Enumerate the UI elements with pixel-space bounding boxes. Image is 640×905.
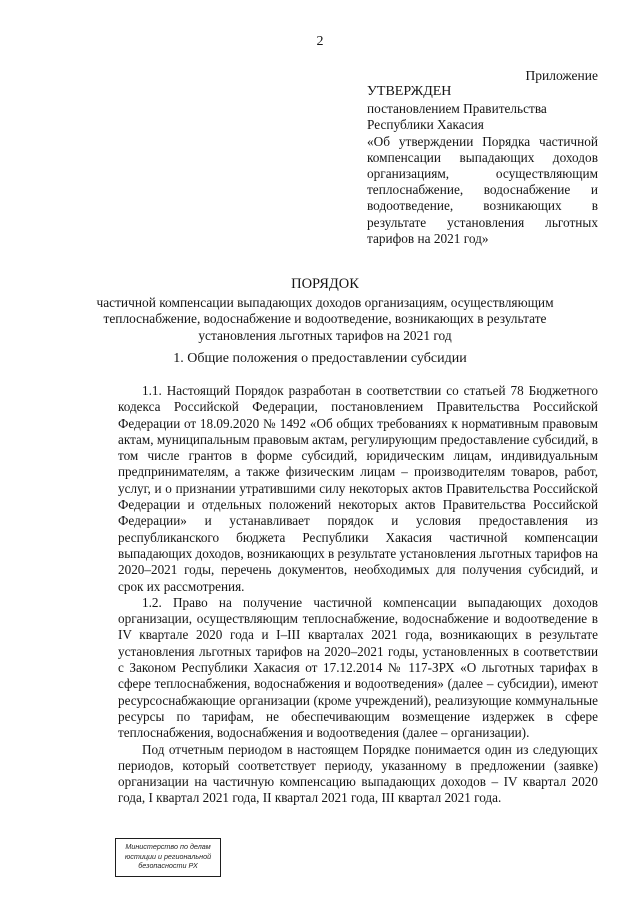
approval-line: Республики Хакасия [367,117,484,133]
approval-line: постановлением Правительства [367,101,547,117]
paragraph-reporting-period: Под отчетным периодом в настоящем Порядке понимается один из следующих периодов, который соответствует периоду, указанному в предложении (заявке) организации на частичную компенсацию выпадающих доходов – IV квартал 2020 года, I квартал 2021 года, II квартал 2021 года, III квартал 2021 года. [118,741,598,806]
page-number: 2 [316,34,324,49]
appendix-label: Приложение [525,68,598,83]
document-subtitle-line: установления льготных тарифов на 2021 год [198,327,452,343]
approved-heading: УТВЕРЖДЕН [367,84,452,99]
document-subtitle-line: частичной компенсации выпадающих доходов организациям, осуществляющим [96,294,554,310]
section-heading: 1. Общие положения о предоставлении субсидии [173,351,467,366]
approval-line: «Об утверждении Порядка частичной [367,133,598,149]
document-title-block [70,276,580,344]
stamp-line: безопасности РХ [138,861,198,870]
approval-line: компенсации выпадающих доходов [367,149,598,165]
paragraph-1-2: 1.2. Право на получение частичной компенсации выпадающих доходов организации, осуществляющим теплоснабжение, водоснабжение и водоотведение в IV квартале 2020 года и I–III кварталах 2021 года, возникающих в результате установления льготных тарифов на 2020–2021 годы, установленных в соответствии с Законом Республики Хакасия от 17.12.2014 № 117-ЗРХ «О льготных тарифах в сфере теплоснабжения, водоснабжения и водоотведения» (далее – субсидии), имеют ресурсоснабжающие организации (кроме учреждений), реализующие коммунальные ресурсы по тарифам, не обеспечивающим возмещение издержек в сфере теплоснабжения, водоснабжения и водоотведения (далее – организации). [118,594,598,741]
document-subtitle-line: теплоснабжение, водоснабжение и водоотведение, возникающих в результате [103,311,547,326]
document-title: ПОРЯДОК [291,276,359,292]
stamp-line: Министерство по делам [125,842,211,851]
document-body [118,383,598,807]
approval-line: организациям, осуществляющим [367,166,598,182]
approval-block [367,84,598,247]
approval-line: тарифов на 2021 год» [367,230,489,246]
approval-line: водоотведение, возникающих в [367,198,598,214]
approval-line: результате установления льготных [367,214,598,230]
approval-line: теплоснабжение, водоснабжение и [367,182,598,198]
stamp-line: юстиции и региональной [124,851,212,861]
ministry-stamp [115,838,221,877]
paragraph-1-1: 1.1. Настоящий Порядок разработан в соответствии со статьей 78 Бюджетного кодекса Российской Федерации, постановлением Правительства Российской Федерации от 18.09.2020 № 1492 «Об общих требованиях к нормативным правовым актам, муниципальным правовым актам, регулирующим предоставление субсидий, в том числе грантов в форме субсидий, юридическим лицам, индивидуальным предпринимателям, а также физическим лицам – производителям товаров, работ, услуг, и о признании утратившими силу некоторых актов Правительства Российской Федерации и отдельных положений некоторых актов Правительства Российской Федерации» и устанавливает порядок и условия предоставления из республиканского бюджета Республики Хакасия частичной компенсации выпадающих доходов, возникающих в результате установления льготных тарифов на 2020–2021 годы, перечень документов, необходимых для получения субсидий, и срок их рассмотрения. [118,383,599,594]
